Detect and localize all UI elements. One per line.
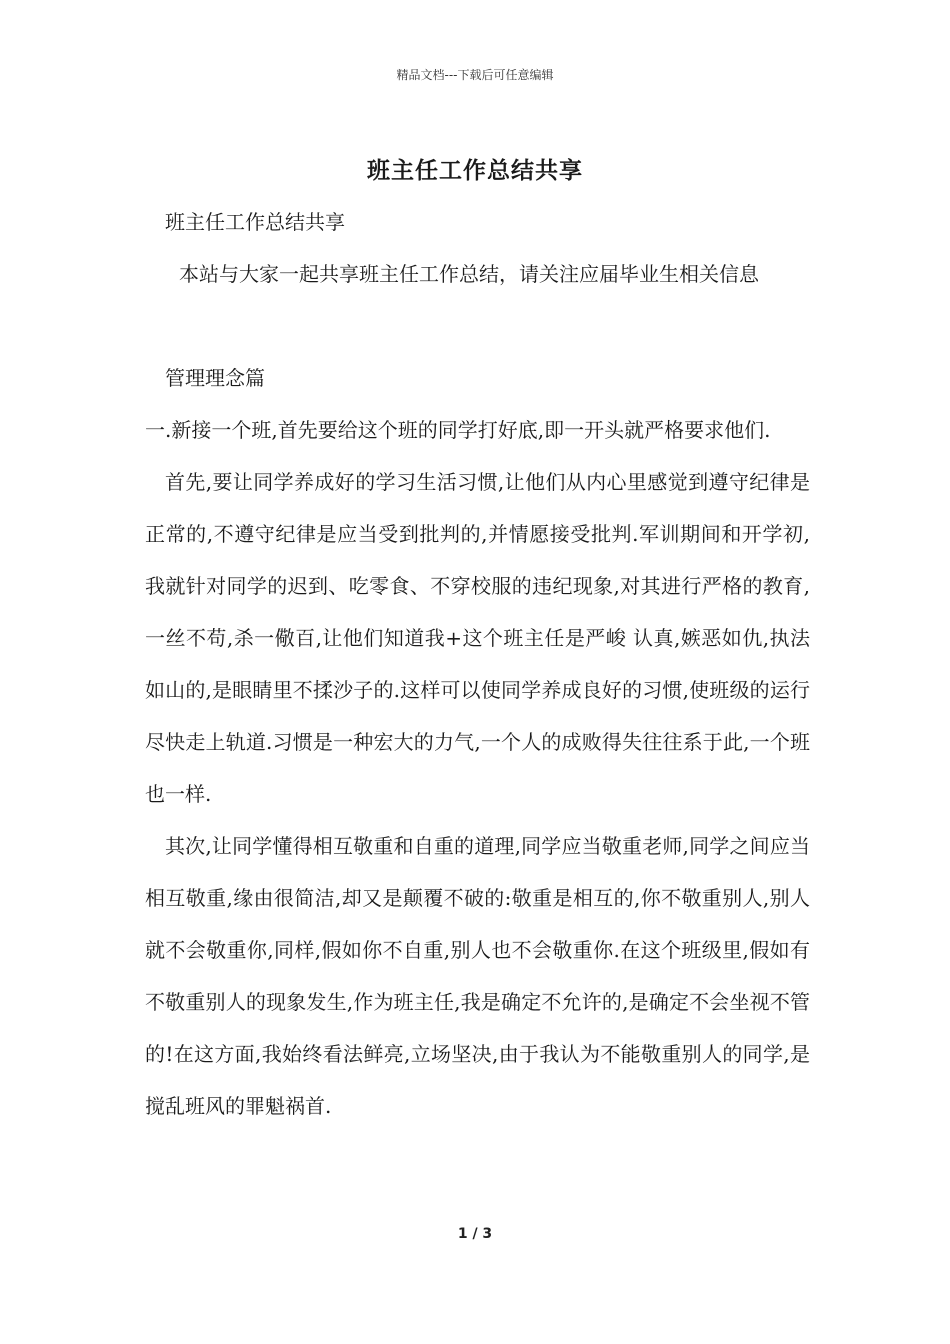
document-body	[145, 196, 810, 1132]
section-heading: 管理理念篇	[165, 366, 265, 390]
body-paragraph: 首先,要让同学养成好的学习生活习惯,让他们从内心里感觉到遵守纪律是正常的,不遵守纪律是应当受到批判的,并情愿接受批判.军训期间和开学初,我就针对同学的迟到、吃零食、不穿校服的违纪现象,对其进行严格的教育,一丝不苟,杀一儆百,让他们知道我+这个班主任是严峻 认真,嫉恶如仇,执法如山的,是眼睛里不揉沙子的.这样可以使同学养成良好的习惯,使班级的运行尽快走上轨道.习惯是一种宏大的力气,一个人的成败得失往往系于此,一个班也一样.	[145, 470, 810, 806]
page-header: 精品文档---下载后可任意编辑	[396, 68, 554, 82]
spacer	[145, 300, 810, 352]
body-paragraph: 一.新接一个班,首先要给这个班的同学打好底,即一开头就严格要求他们.	[145, 418, 771, 442]
body-paragraph: 其次,让同学懂得相互敬重和自重的道理,同学应当敬重老师,同学之间应当相互敬重,缘由很简洁,却又是颠覆不破的:敬重是相互的,你不敬重别人,别人就不会敬重你,同样,假如你不自重,别人也不会敬重你.在这个班级里,假如有不敬重别人的现象发生,作为班主任,我是确定不允许的,是确定不会坐视不管的!在这方面,我始终看法鲜亮,立场坚决,由于我认为不能敬重别人的同学,是搅乱班风的罪魁祸首.	[145, 834, 810, 1118]
intro-paragraph: 本站与大家一起共享班主任工作总结，请关注应届毕业生相关信息	[179, 262, 759, 286]
document-title: 班主任工作总结共享	[367, 157, 583, 184]
page-number: 1 / 3	[457, 1226, 493, 1242]
document-subtitle: 班主任工作总结共享	[165, 210, 345, 234]
